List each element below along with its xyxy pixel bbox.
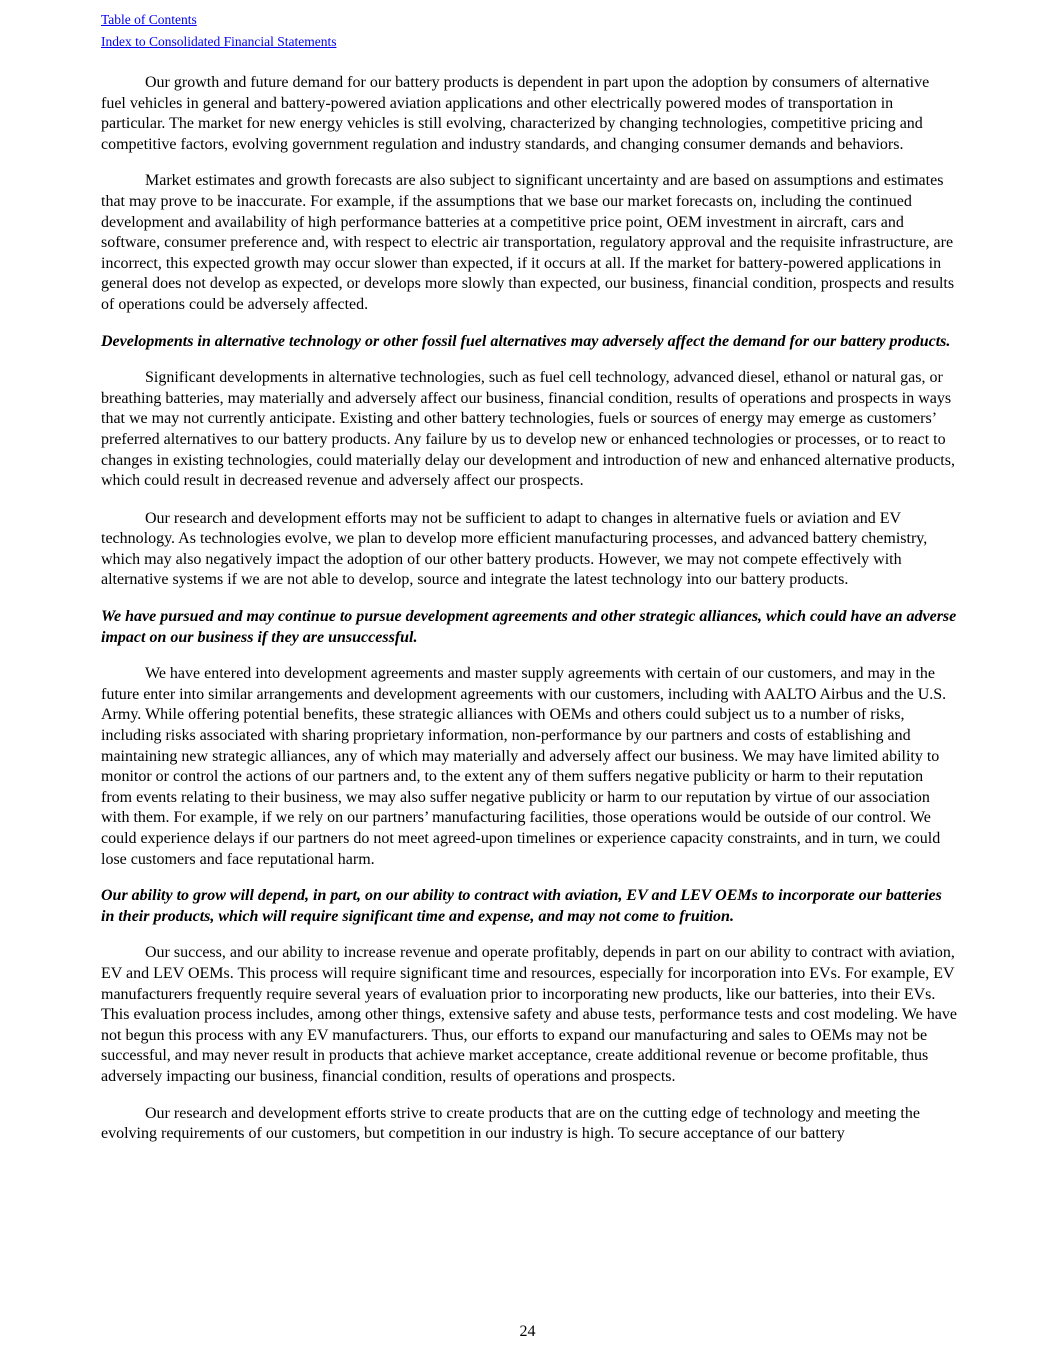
- index-to-financial-statements-link[interactable]: Index to Consolidated Financial Statements: [101, 34, 337, 49]
- body-paragraph: We have entered into development agreements and master supply agreements with certain of our customers, and may in the future enter into similar arrangements and development agreements with our customers, including with AALTO Airbus and the U.S. Army. While offering potential benefits, these strategic alliances with OEMs and others could subject us to a number of risks, including risks associated with sharing proprietary information, non-performance by our partners and costs of establishing and maintaining new strategic alliances, any of which may materially and adversely affect our business. We may have limited ability to monitor or control the actions of our partners and, to the extent any of them suffers negative publicity or harm to their reputation from events relating to their business, we may also suffer negative publicity or harm to our reputation by virtue of our association with them. For example, if we rely on our partners’ manufacturing facilities, those operations would be outside of our control. We could experience delays if our partners do not meet agreed-upon timelines or experience capacity constraints, and in turn, we could lose customers and face reputational harm.: [101, 665, 947, 868]
- body-paragraph: Our success, and our ability to increase revenue and operate profitably, depends in part on our ability to contract with aviation, EV and LEV OEMs. This process will require significant time and resources, especially for incorporation into EVs. For example, EV manufacturers frequently require several years of evaluation prior to incorporating new products, like our batteries, into their EVs. This evaluation process includes, among other things, extensive safety and abuse tests, performance tests and cost modeling. We have not begun this process with any EV manufacturers. Thus, our efforts to expand our manufacturing and sales to OEMs may not be successful, and may never result in products that achieve market acceptance, create additional revenue or become profitable, thus adversely impacting our business, financial condition, results of operations and prospects.: [101, 944, 957, 1085]
- page-number: 24: [519, 1323, 536, 1340]
- section-heading: We have pursued and may continue to pursue development agreements and other strategic alliances, which could have an adverse impact on our business if they are unsuccessful.: [101, 608, 957, 646]
- body-paragraph: Market estimates and growth forecasts are also subject to significant uncertainty and are based on assumptions and estimates that may prove to be inaccurate. For example, if the assumptions that we base our market forecasts on, including the continued development and availability of high performance batteries at a competitive price point, OEM investment in aircraft, cars and software, consumer preference and, with respect to electric air transportation, regulatory approval and the requisite infrastructure, are incorrect, this expected growth may occur slower than expected, if it occurs at all. If the market for battery-powered applications in general does not develop as expected, or develops more slowly than expected, our business, financial condition, prospects and results of operations could be adversely affected.: [101, 172, 955, 313]
- body-paragraph: Significant developments in alternative technologies, such as fuel cell technology, advanced diesel, ethanol or natural gas, or breathing batteries, may materially and adversely affect our business, financial condition, results of operations and prospects in ways that we may not currently anticipate. Existing and other battery technologies, fuels or sources of energy may emerge as customers’ preferred alternatives to our battery products. Any failure by us to develop new or enhanced technologies or processes, or to react to changes in existing technologies, could materially delay our development and introduction of new and enhanced alternative products, which could result in decreased revenue and adversely affect our prospects.: [101, 369, 955, 490]
- body-paragraph: Our research and development efforts strive to create products that are on the cutting edge of technology and meeting the evolving requirements of our customers, but competition in our industry is high. To secure acceptance of our battery: [101, 1104, 920, 1143]
- section-heading: Developments in alternative technology or other fossil fuel alternatives may adversely affect the demand for our battery products.: [101, 332, 951, 350]
- document-body: [101, 73, 957, 1145]
- table-of-contents-link[interactable]: Table of Contents: [101, 12, 197, 27]
- body-paragraph: Our growth and future demand for our battery products is dependent in part upon the adoption by consumers of alternative fuel vehicles in general and battery-powered aviation applications and other electrically powered modes of transportation in particular. The market for new energy vehicles is still evolving, characterized by changing technologies, competitive pricing and competitive factors, evolving government regulation and industry standards, and changing consumer demands and behaviors.: [101, 74, 930, 153]
- section-heading: Our ability to grow will depend, in part, on our ability to contract with aviation, EV and LEV OEMs to incorporate our batteries in their products, which will require significant time and expense, and may not come to fruition.: [101, 887, 942, 925]
- top-navigation: [101, 9, 336, 53]
- body-paragraph: Our research and development efforts may not be sufficient to adapt to changes in alternative fuels or aviation and EV technology. As technologies evolve, we plan to develop more efficient manufacturing processes, and advanced battery chemistry, which may also negatively impact the adoption of our other battery products. However, we may not compete effectively with alternative systems if we are not able to develop, source and integrate the latest technology into our battery products.: [101, 509, 928, 589]
